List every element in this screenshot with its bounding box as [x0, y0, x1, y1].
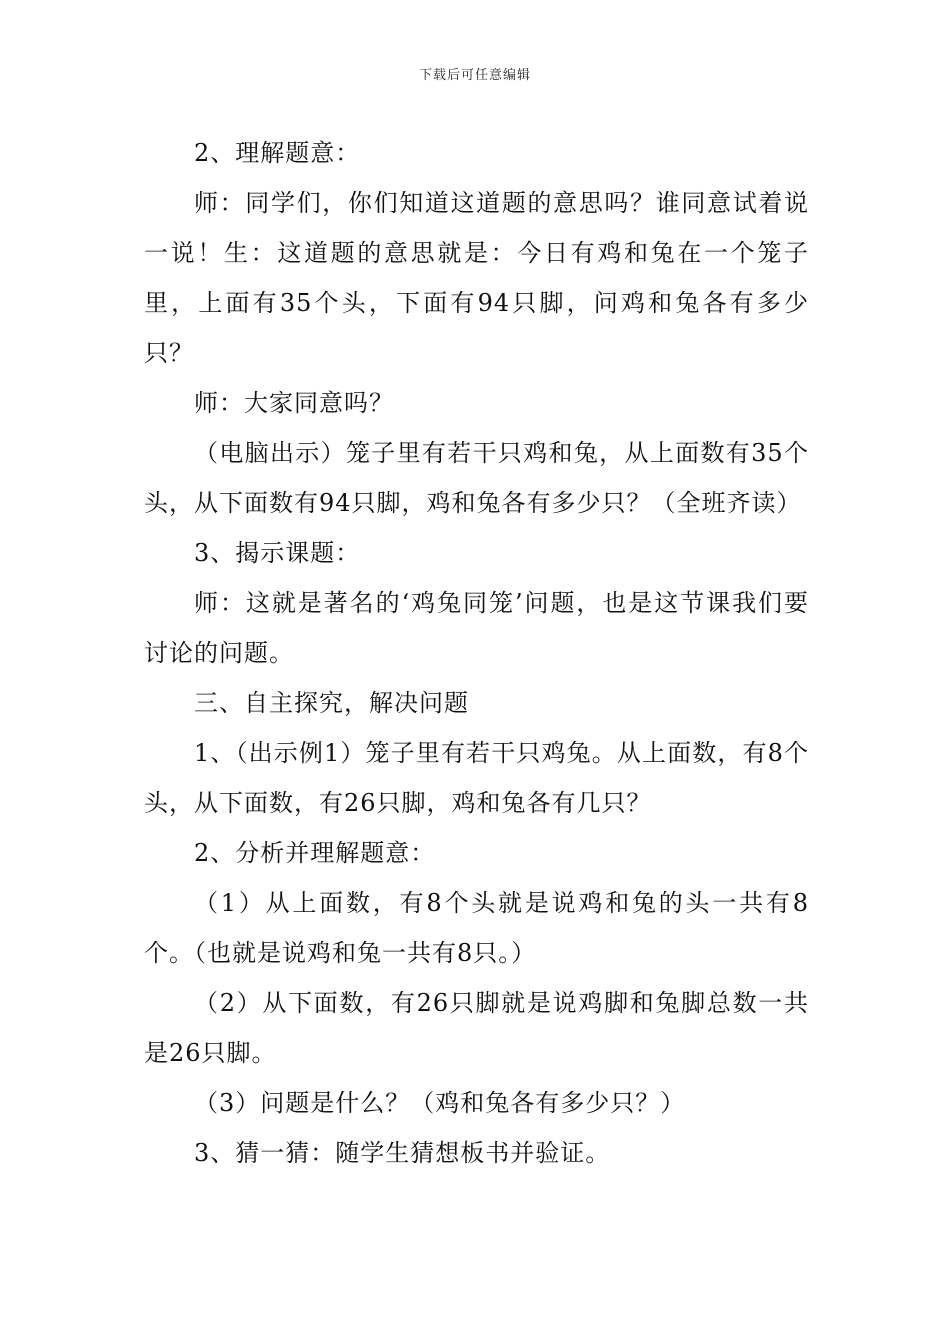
section-heading: 三、自主探究，解决问题	[194, 689, 469, 717]
paragraph: （3）问题是什么？（鸡和兔各有多少只？）	[194, 1089, 686, 1117]
section-heading: 2、分析并理解题意：	[194, 839, 436, 867]
section-heading: 2、理解题意：	[194, 139, 361, 167]
paragraph: 师：大家同意吗？	[194, 389, 394, 417]
document-body	[144, 128, 809, 1178]
section-heading: 3、猜一猜：随学生猜想板书并验证。	[194, 1139, 611, 1167]
paragraph: 师：同学们，你们知道这道题的意思吗？谁同意试着说一说！生：这道题的意思就是：今日有鸡和兔在一个笼子里，上面有35个头，下面有94只脚，问鸡和兔各有多少只？	[144, 189, 809, 367]
paragraph: 师：这就是著名的‘鸡兔同笼’问题，也是这节课我们要讨论的问题。	[144, 589, 809, 667]
paragraph: 1、（出示例1）笼子里有若干只鸡兔。从上面数，有8个头，从下面数，有26只脚，鸡和兔各有几只？	[144, 739, 809, 817]
page-header: 下载后可任意编辑	[418, 68, 531, 83]
paragraph: （1）从上面数，有8个头就是说鸡和兔的头一共有8个。（也就是说鸡和兔一共有8只。）	[144, 889, 809, 967]
section-heading: 3、揭示课题：	[194, 539, 361, 567]
paragraph: （电脑出示）笼子里有若干只鸡和兔，从上面数有35个头，从下面数有94只脚，鸡和兔各有多少只？（全班齐读）	[144, 439, 809, 517]
paragraph: （2）从下面数，有26只脚就是说鸡脚和兔脚总数一共是26只脚。	[144, 989, 809, 1067]
